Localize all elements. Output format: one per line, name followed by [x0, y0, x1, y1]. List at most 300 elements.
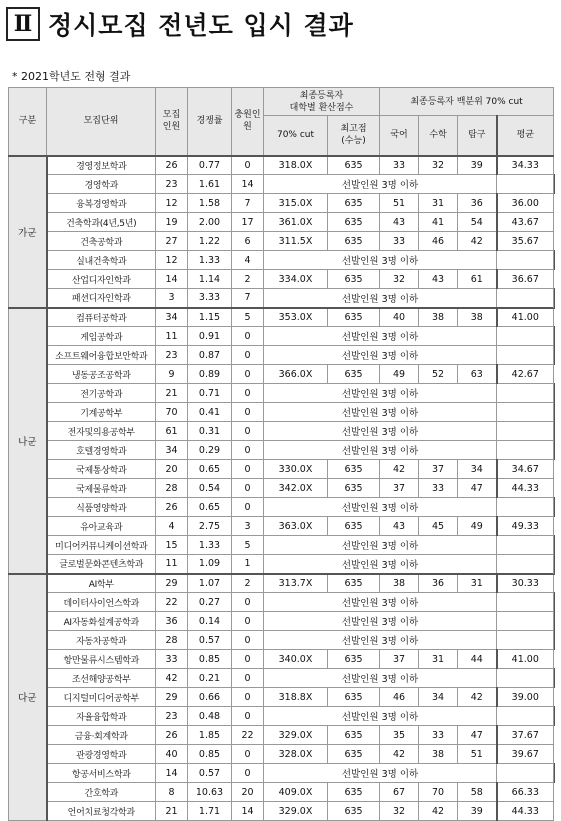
average-cell: 41.00 [497, 650, 554, 669]
math-cell: 45 [419, 517, 458, 536]
empty-cell [497, 631, 554, 650]
note-cell: 선발인원 3명 이하 [264, 289, 497, 308]
group-label: 다군 [9, 574, 47, 821]
max-score-cell: 635 [328, 270, 380, 289]
empty-cell [497, 346, 554, 365]
table-row [9, 574, 554, 593]
extra-cell: 2 [232, 270, 264, 289]
table-row [9, 384, 554, 403]
section-number: Ⅱ [6, 7, 40, 41]
department-name: AI자동화설계공학과 [47, 612, 156, 631]
average-cell: 39.67 [497, 745, 554, 764]
note-cell: 선발인원 3명 이하 [264, 669, 497, 688]
department-name: 건축공학과 [47, 232, 156, 251]
korean-cell: 38 [380, 574, 419, 593]
department-name: 산업디자인학과 [47, 270, 156, 289]
extra-cell: 0 [232, 156, 264, 175]
note-cell: 선발인원 3명 이하 [264, 707, 497, 726]
extra-cell: 14 [232, 802, 264, 821]
math-cell: 38 [419, 308, 458, 327]
korean-cell: 42 [380, 745, 419, 764]
quota-cell: 22 [156, 593, 188, 612]
header-unit: 모집단위 [47, 88, 156, 156]
ratio-cell: 0.57 [188, 631, 232, 650]
average-cell: 41.00 [497, 308, 554, 327]
extra-cell: 7 [232, 194, 264, 213]
department-name: 냉동공조공학과 [47, 365, 156, 384]
extra-cell: 0 [232, 612, 264, 631]
ratio-cell: 1.22 [188, 232, 232, 251]
korean-cell: 40 [380, 308, 419, 327]
extra-cell: 0 [232, 460, 264, 479]
inquiry-cell: 47 [458, 479, 497, 498]
max-score-cell: 635 [328, 726, 380, 745]
extra-cell: 0 [232, 384, 264, 403]
department-name: 실내건축학과 [47, 251, 156, 270]
cut70-cell: 318.0X [264, 156, 328, 175]
inquiry-cell: 44 [458, 650, 497, 669]
cut70-cell: 342.0X [264, 479, 328, 498]
quota-cell: 29 [156, 574, 188, 593]
empty-cell [497, 707, 554, 726]
extra-cell: 5 [232, 536, 264, 555]
ratio-cell: 0.57 [188, 764, 232, 783]
extra-cell: 0 [232, 650, 264, 669]
header-math: 수학 [419, 116, 458, 156]
department-name: 언어치료청각학과 [47, 802, 156, 821]
department-name: 융복경영학과 [47, 194, 156, 213]
department-name: 디지털미디어공학부 [47, 688, 156, 707]
empty-cell [497, 612, 554, 631]
max-score-cell: 635 [328, 365, 380, 384]
math-cell: 46 [419, 232, 458, 251]
table-row [9, 156, 554, 175]
note-cell: 선발인원 3명 이하 [264, 403, 497, 422]
quota-cell: 23 [156, 707, 188, 726]
max-score-cell: 635 [328, 156, 380, 175]
inquiry-cell: 54 [458, 213, 497, 232]
quota-cell: 11 [156, 327, 188, 346]
ratio-cell: 0.71 [188, 384, 232, 403]
department-name: 미디어커뮤니케이션학과 [47, 536, 156, 555]
table-row [9, 517, 554, 536]
empty-cell [497, 422, 554, 441]
department-name: 건축학과(4년,5년) [47, 213, 156, 232]
extra-cell: 0 [232, 403, 264, 422]
group-label: 가군 [9, 156, 47, 308]
cut70-cell: 366.0X [264, 365, 328, 384]
max-score-cell: 635 [328, 517, 380, 536]
quota-cell: 36 [156, 612, 188, 631]
average-cell: 36.00 [497, 194, 554, 213]
ratio-cell: 0.29 [188, 441, 232, 460]
cut70-cell: 311.5X [264, 232, 328, 251]
ratio-cell: 0.77 [188, 156, 232, 175]
table-row [9, 346, 554, 365]
table-row [9, 612, 554, 631]
average-cell: 36.67 [497, 270, 554, 289]
max-score-cell: 635 [328, 213, 380, 232]
cut70-cell: 315.0X [264, 194, 328, 213]
department-name: 기계공학부 [47, 403, 156, 422]
quota-cell: 61 [156, 422, 188, 441]
admission-results-table [8, 87, 554, 821]
extra-cell: 0 [232, 365, 264, 384]
max-score-cell: 635 [328, 479, 380, 498]
cut70-cell: 328.0X [264, 745, 328, 764]
quota-cell: 27 [156, 232, 188, 251]
extra-cell: 22 [232, 726, 264, 745]
korean-cell: 49 [380, 365, 419, 384]
average-cell: 49.33 [497, 517, 554, 536]
page-title: 정시모집 전년도 입시 결과 [48, 11, 354, 40]
max-score-cell: 635 [328, 650, 380, 669]
math-cell: 38 [419, 745, 458, 764]
table-row [9, 669, 554, 688]
extra-cell: 7 [232, 289, 264, 308]
ratio-cell: 0.85 [188, 745, 232, 764]
extra-cell: 0 [232, 327, 264, 346]
table-row [9, 802, 554, 821]
table-row [9, 403, 554, 422]
inquiry-cell: 34 [458, 460, 497, 479]
extra-cell: 2 [232, 574, 264, 593]
department-name: 컴퓨터공학과 [47, 308, 156, 327]
ratio-cell: 0.85 [188, 650, 232, 669]
table-row [9, 441, 554, 460]
max-score-cell: 635 [328, 308, 380, 327]
table-row [9, 726, 554, 745]
inquiry-cell: 38 [458, 308, 497, 327]
quota-cell: 34 [156, 308, 188, 327]
department-name: 간호학과 [47, 783, 156, 802]
note-cell: 선발인원 3명 이하 [264, 555, 497, 574]
empty-cell [497, 536, 554, 555]
quota-cell: 12 [156, 194, 188, 213]
department-name: 글로벌문화콘텐츠학과 [47, 555, 156, 574]
extra-cell: 6 [232, 232, 264, 251]
ratio-cell: 1.14 [188, 270, 232, 289]
extra-cell: 0 [232, 764, 264, 783]
header-cut70: 70% cut [264, 116, 328, 156]
department-name: 관광경영학과 [47, 745, 156, 764]
korean-cell: 51 [380, 194, 419, 213]
table-row [9, 498, 554, 517]
table-row [9, 555, 554, 574]
ratio-cell: 0.14 [188, 612, 232, 631]
average-cell: 42.67 [497, 365, 554, 384]
math-cell: 52 [419, 365, 458, 384]
ratio-cell: 1.61 [188, 175, 232, 194]
average-cell: 39.00 [497, 688, 554, 707]
korean-cell: 46 [380, 688, 419, 707]
max-score-cell: 635 [328, 232, 380, 251]
quota-cell: 26 [156, 156, 188, 175]
extra-cell: 17 [232, 213, 264, 232]
extra-cell: 0 [232, 346, 264, 365]
header-ratio: 경쟁률 [188, 88, 232, 156]
table-row [9, 232, 554, 251]
quota-cell: 33 [156, 650, 188, 669]
note-cell: 선발인원 3명 이하 [264, 612, 497, 631]
quota-cell: 42 [156, 669, 188, 688]
math-cell: 34 [419, 688, 458, 707]
department-name: 조선해양공학부 [47, 669, 156, 688]
note-cell: 선발인원 3명 이하 [264, 498, 497, 517]
header-extra: 충원인 원 [232, 88, 264, 156]
math-cell: 32 [419, 156, 458, 175]
table-row [9, 707, 554, 726]
korean-cell: 32 [380, 270, 419, 289]
cut70-cell: 340.0X [264, 650, 328, 669]
inquiry-cell: 61 [458, 270, 497, 289]
table-row [9, 270, 554, 289]
department-name: 식품영양학과 [47, 498, 156, 517]
inquiry-cell: 51 [458, 745, 497, 764]
quota-cell: 70 [156, 403, 188, 422]
note-cell: 선발인원 3명 이하 [264, 384, 497, 403]
quota-cell: 8 [156, 783, 188, 802]
ratio-cell: 1.33 [188, 251, 232, 270]
ratio-cell: 0.65 [188, 460, 232, 479]
empty-cell [497, 555, 554, 574]
table-row [9, 460, 554, 479]
empty-cell [497, 384, 554, 403]
quota-cell: 14 [156, 270, 188, 289]
average-cell: 34.33 [497, 156, 554, 175]
math-cell: 70 [419, 783, 458, 802]
ratio-cell: 0.41 [188, 403, 232, 422]
cut70-cell: 313.7X [264, 574, 328, 593]
cut70-cell: 409.0X [264, 783, 328, 802]
table-row [9, 650, 554, 669]
cut70-cell: 361.0X [264, 213, 328, 232]
inquiry-cell: 58 [458, 783, 497, 802]
table-row [9, 631, 554, 650]
department-name: 국제물류학과 [47, 479, 156, 498]
header-group: 구분 [9, 88, 47, 156]
quota-cell: 40 [156, 745, 188, 764]
ratio-cell: 0.87 [188, 346, 232, 365]
ratio-cell: 1.15 [188, 308, 232, 327]
average-cell: 43.67 [497, 213, 554, 232]
cut70-cell: 353.0X [264, 308, 328, 327]
department-name: 유아교육과 [47, 517, 156, 536]
inquiry-cell: 39 [458, 156, 497, 175]
quota-cell: 15 [156, 536, 188, 555]
extra-cell: 14 [232, 175, 264, 194]
department-name: 게임공학과 [47, 327, 156, 346]
note-cell: 선발인원 3명 이하 [264, 327, 497, 346]
quota-cell: 26 [156, 726, 188, 745]
table-row [9, 308, 554, 327]
department-name: AI학부 [47, 574, 156, 593]
header-korean: 국어 [380, 116, 419, 156]
table-row [9, 365, 554, 384]
korean-cell: 33 [380, 156, 419, 175]
cut70-cell: 329.0X [264, 726, 328, 745]
quota-cell: 28 [156, 631, 188, 650]
department-name: 전자및의용공학부 [47, 422, 156, 441]
note-cell: 선발인원 3명 이하 [264, 631, 497, 650]
empty-cell [497, 403, 554, 422]
cut70-cell: 363.0X [264, 517, 328, 536]
ratio-cell: 0.27 [188, 593, 232, 612]
extra-cell: 0 [232, 593, 264, 612]
math-cell: 33 [419, 726, 458, 745]
table-row [9, 764, 554, 783]
math-cell: 36 [419, 574, 458, 593]
page-header [6, 6, 354, 42]
group-label: 나군 [9, 308, 47, 574]
empty-cell [497, 175, 554, 194]
table-row [9, 593, 554, 612]
table-row [9, 422, 554, 441]
ratio-cell: 1.58 [188, 194, 232, 213]
header-inquiry: 탐구 [458, 116, 497, 156]
note-cell: 선발인원 3명 이하 [264, 422, 497, 441]
quota-cell: 4 [156, 517, 188, 536]
korean-cell: 33 [380, 232, 419, 251]
empty-cell [497, 441, 554, 460]
quota-cell: 21 [156, 802, 188, 821]
header-max: 최고점 (수능) [328, 116, 380, 156]
average-cell: 44.33 [497, 479, 554, 498]
table-row [9, 783, 554, 802]
table-row [9, 213, 554, 232]
table-row [9, 536, 554, 555]
ratio-cell: 1.85 [188, 726, 232, 745]
quota-cell: 3 [156, 289, 188, 308]
max-score-cell: 635 [328, 460, 380, 479]
extra-cell: 0 [232, 745, 264, 764]
ratio-cell: 0.66 [188, 688, 232, 707]
table-row [9, 688, 554, 707]
math-cell: 43 [419, 270, 458, 289]
table-caption: * 2021학년도 전형 결과 [12, 70, 131, 83]
max-score-cell: 635 [328, 783, 380, 802]
department-name: 금융·회계학과 [47, 726, 156, 745]
empty-cell [497, 289, 554, 308]
korean-cell: 37 [380, 650, 419, 669]
quota-cell: 23 [156, 175, 188, 194]
department-name: 국제통상학과 [47, 460, 156, 479]
max-score-cell: 635 [328, 745, 380, 764]
quota-cell: 26 [156, 498, 188, 517]
ratio-cell: 2.75 [188, 517, 232, 536]
math-cell: 41 [419, 213, 458, 232]
inquiry-cell: 47 [458, 726, 497, 745]
quota-cell: 29 [156, 688, 188, 707]
max-score-cell: 635 [328, 194, 380, 213]
quota-cell: 12 [156, 251, 188, 270]
cut70-cell: 334.0X [264, 270, 328, 289]
korean-cell: 32 [380, 802, 419, 821]
ratio-cell: 0.31 [188, 422, 232, 441]
quota-cell: 11 [156, 555, 188, 574]
department-name: 데이터사이언스학과 [47, 593, 156, 612]
ratio-cell: 0.54 [188, 479, 232, 498]
ratio-cell: 1.09 [188, 555, 232, 574]
header-percentile: 최종등록자 백분위 70% cut [380, 88, 554, 116]
header-conv-score: 최종등록자 대학별 환산점수 [264, 88, 380, 116]
inquiry-cell: 63 [458, 365, 497, 384]
department-name: 항만물류시스템학과 [47, 650, 156, 669]
inquiry-cell: 42 [458, 688, 497, 707]
department-name: 항공서비스학과 [47, 764, 156, 783]
korean-cell: 43 [380, 517, 419, 536]
extra-cell: 5 [232, 308, 264, 327]
extra-cell: 0 [232, 498, 264, 517]
department-name: 자율융합학과 [47, 707, 156, 726]
math-cell: 31 [419, 650, 458, 669]
quota-cell: 20 [156, 460, 188, 479]
header-quota: 모집 인원 [156, 88, 188, 156]
empty-cell [497, 251, 554, 270]
max-score-cell: 635 [328, 574, 380, 593]
department-name: 소프트웨어융합보안학과 [47, 346, 156, 365]
average-cell: 34.67 [497, 460, 554, 479]
department-name: 자동차공학과 [47, 631, 156, 650]
table-row [9, 289, 554, 308]
extra-cell: 0 [232, 441, 264, 460]
note-cell: 선발인원 3명 이하 [264, 251, 497, 270]
math-cell: 37 [419, 460, 458, 479]
empty-cell [497, 327, 554, 346]
korean-cell: 43 [380, 213, 419, 232]
quota-cell: 9 [156, 365, 188, 384]
ratio-cell: 1.71 [188, 802, 232, 821]
math-cell: 42 [419, 802, 458, 821]
note-cell: 선발인원 3명 이하 [264, 593, 497, 612]
empty-cell [497, 593, 554, 612]
max-score-cell: 635 [328, 688, 380, 707]
empty-cell [497, 764, 554, 783]
korean-cell: 35 [380, 726, 419, 745]
ratio-cell: 0.91 [188, 327, 232, 346]
extra-cell: 0 [232, 688, 264, 707]
extra-cell: 0 [232, 669, 264, 688]
note-cell: 선발인원 3명 이하 [264, 346, 497, 365]
extra-cell: 0 [232, 479, 264, 498]
max-score-cell: 635 [328, 802, 380, 821]
table-row [9, 175, 554, 194]
ratio-cell: 2.00 [188, 213, 232, 232]
ratio-cell: 1.07 [188, 574, 232, 593]
korean-cell: 42 [380, 460, 419, 479]
ratio-cell: 3.33 [188, 289, 232, 308]
extra-cell: 4 [232, 251, 264, 270]
cut70-cell: 318.8X [264, 688, 328, 707]
ratio-cell: 1.33 [188, 536, 232, 555]
average-cell: 35.67 [497, 232, 554, 251]
extra-cell: 0 [232, 422, 264, 441]
note-cell: 선발인원 3명 이하 [264, 175, 497, 194]
inquiry-cell: 49 [458, 517, 497, 536]
empty-cell [497, 669, 554, 688]
ratio-cell: 0.21 [188, 669, 232, 688]
cut70-cell: 329.0X [264, 802, 328, 821]
cut70-cell: 330.0X [264, 460, 328, 479]
quota-cell: 34 [156, 441, 188, 460]
average-cell: 44.33 [497, 802, 554, 821]
korean-cell: 67 [380, 783, 419, 802]
note-cell: 선발인원 3명 이하 [264, 441, 497, 460]
quota-cell: 19 [156, 213, 188, 232]
department-name: 호텔경영학과 [47, 441, 156, 460]
table-row [9, 194, 554, 213]
empty-cell [497, 498, 554, 517]
